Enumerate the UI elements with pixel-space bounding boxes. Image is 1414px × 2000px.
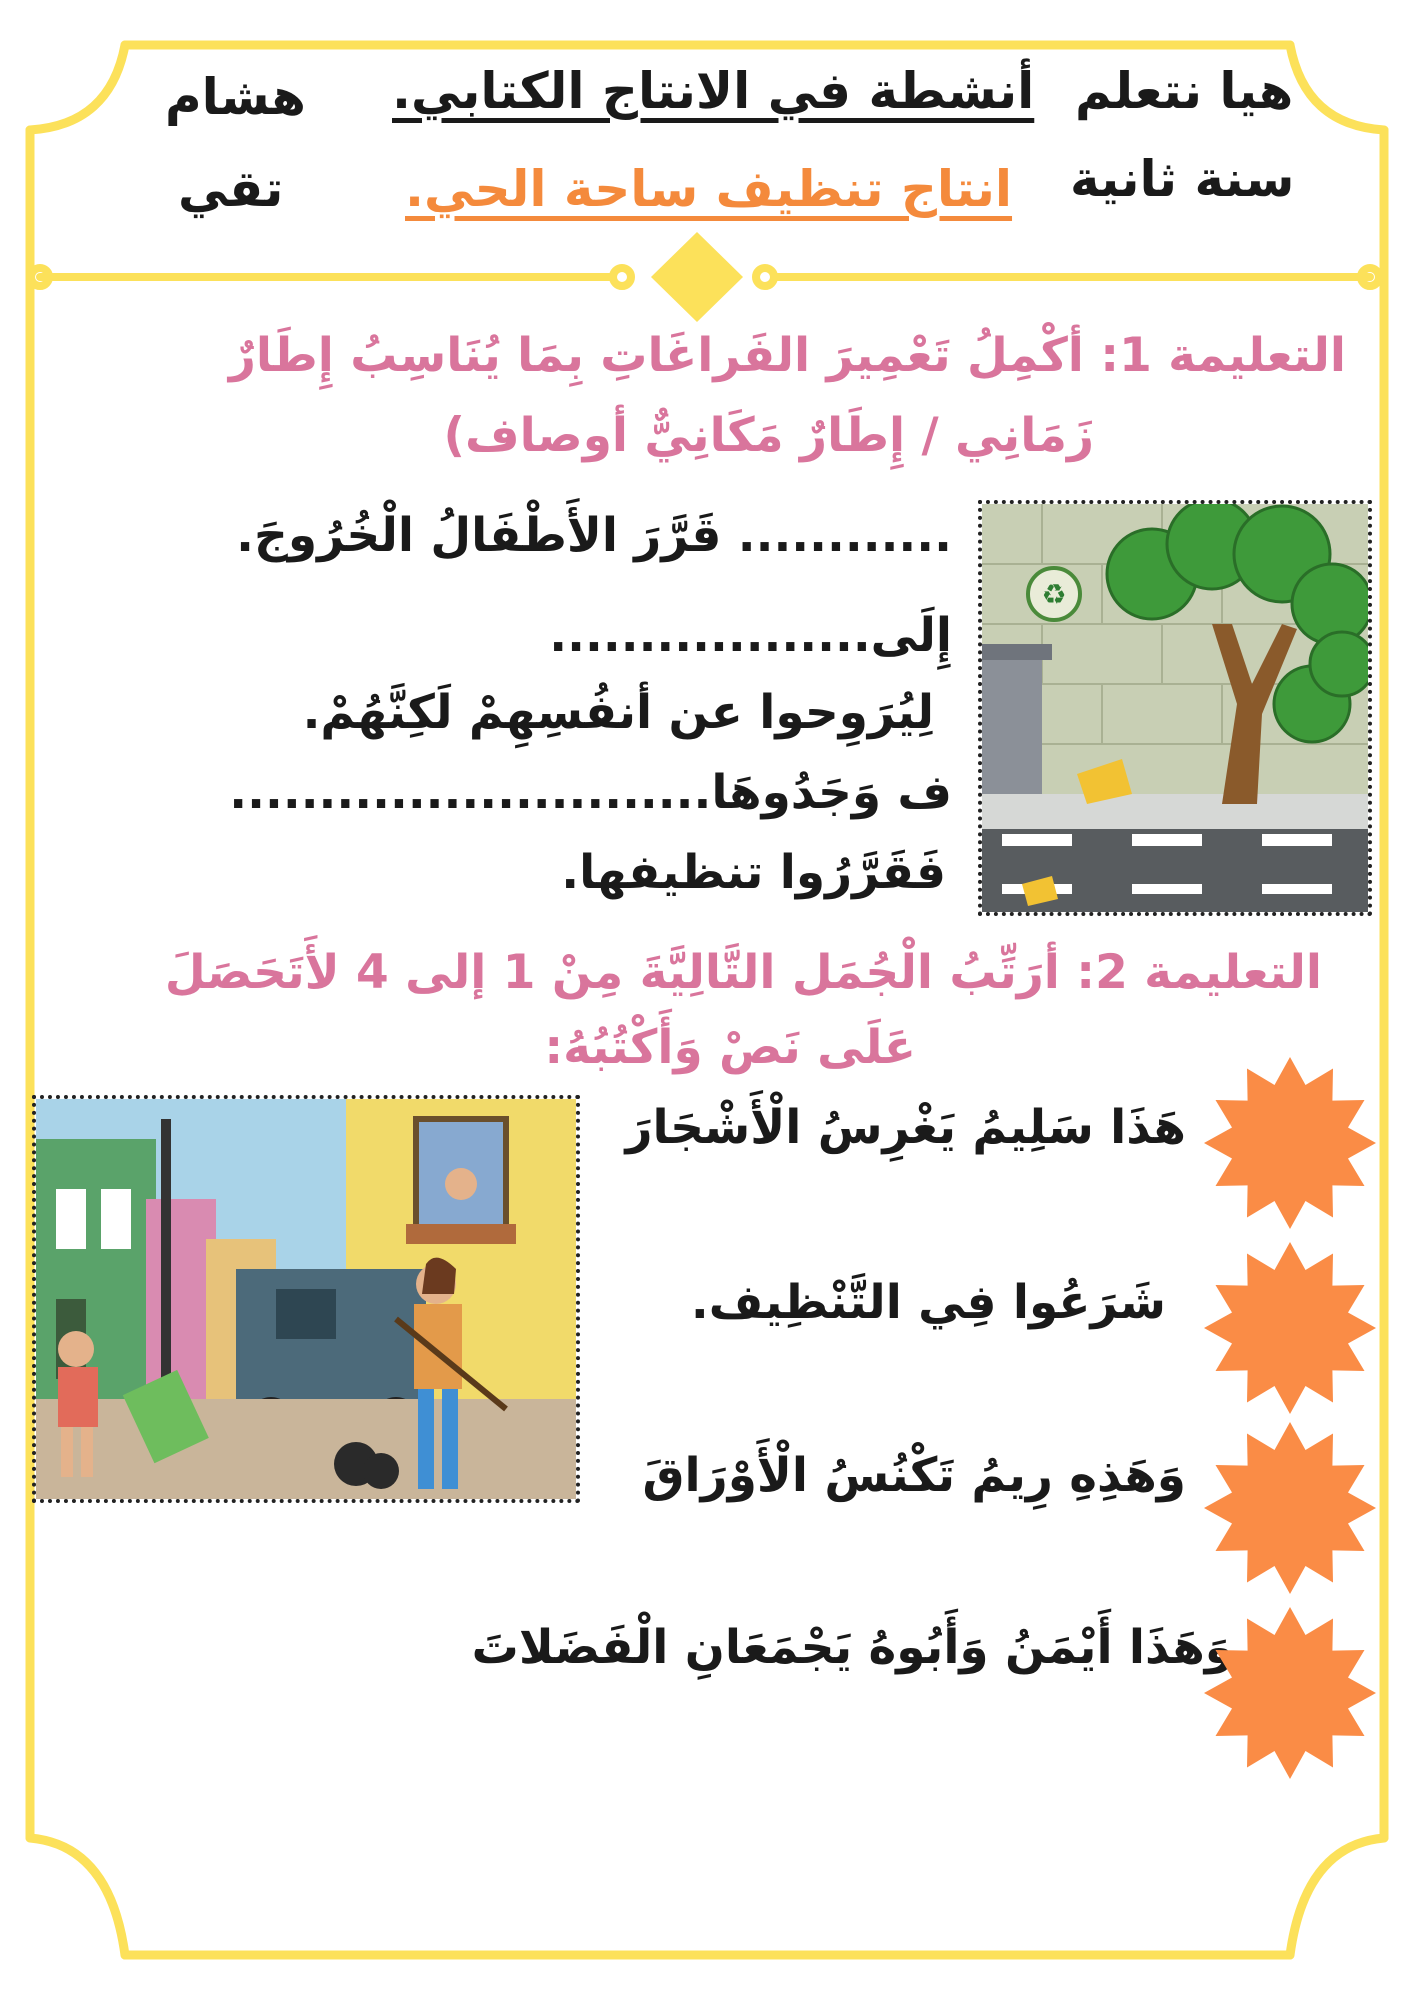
- exercise-1-line-4: ف وَجَدُوهَا...........................: [229, 765, 952, 820]
- instruction-1-line-1: التعليمة 1: أكْمِلُ تَعْمِيرَ الفَراغَاتِ بِمَا يُنَاسِبُ إِطَارٌ: [228, 328, 1346, 383]
- divider-diamond: [651, 232, 743, 322]
- sentence-1: هَذَا سَلِيمُ يَغْرِسُ الْأَشْجَارَ: [625, 1100, 1186, 1155]
- order-star-4[interactable]: [1202, 1605, 1378, 1781]
- order-star-2[interactable]: [1202, 1240, 1378, 1416]
- exercise-1-line-3: لِيُرَوِحوا عن أنفُسِهِمْ لَكِنَّهُمْ.: [302, 685, 934, 740]
- exercise-1-line-5: فَقَرَّرُوا تنظيفها.: [561, 845, 946, 900]
- instruction-2-line-1: التعليمة 2: أرَتِّبُ الْجُمَل التَّالِيَّةَ مِنْ 1 إلى 4 لأَتَحَصَلَ: [164, 945, 1322, 1000]
- author-first-name: هشام: [165, 68, 306, 126]
- sentence-3: وَهَذِهِ رِيمُ تَكْنُسُ الْأَوْرَاقَ: [642, 1448, 1186, 1503]
- sentence-4: وَهَذَا أَيْمَنُ وَأَبُوهُ يَجْمَعَانِ الْفَضَلاتَ: [471, 1620, 1234, 1675]
- exercise-1-line-2: إِلَى..................: [549, 608, 952, 663]
- order-star-3[interactable]: [1202, 1420, 1378, 1596]
- author-last-name: تقي: [178, 160, 284, 218]
- street-scene-picture: [978, 500, 1372, 916]
- sentence-2: شَرَعُوا فِي التَّنْظِيف.: [690, 1275, 1166, 1330]
- worksheet-title: أنشطة في الانتاج الكتابي.: [392, 62, 1035, 120]
- svg-text:♻: ♻: [1041, 578, 1067, 611]
- worksheet-subtitle: انتاج تنظيف ساحة الحي.: [405, 160, 1013, 218]
- exercise-1-line-1: ............ قَرَّرَ الأَطْفَالُ الْخُرُوجَ.: [236, 508, 952, 563]
- order-star-1[interactable]: [1202, 1055, 1378, 1231]
- instruction-1-line-2: زَمَانِي / إِطَارٌ مَكَانِيٌّ أوصاف): [443, 408, 1094, 463]
- series-label: هيا نتعلم: [1075, 62, 1294, 120]
- grade-label: سنة ثانية: [1070, 150, 1295, 208]
- instruction-2-line-2: عَلَى نَصْ وَأَكْتُبُهُ:: [544, 1020, 916, 1075]
- neighborhood-cleaning-picture: [32, 1095, 580, 1503]
